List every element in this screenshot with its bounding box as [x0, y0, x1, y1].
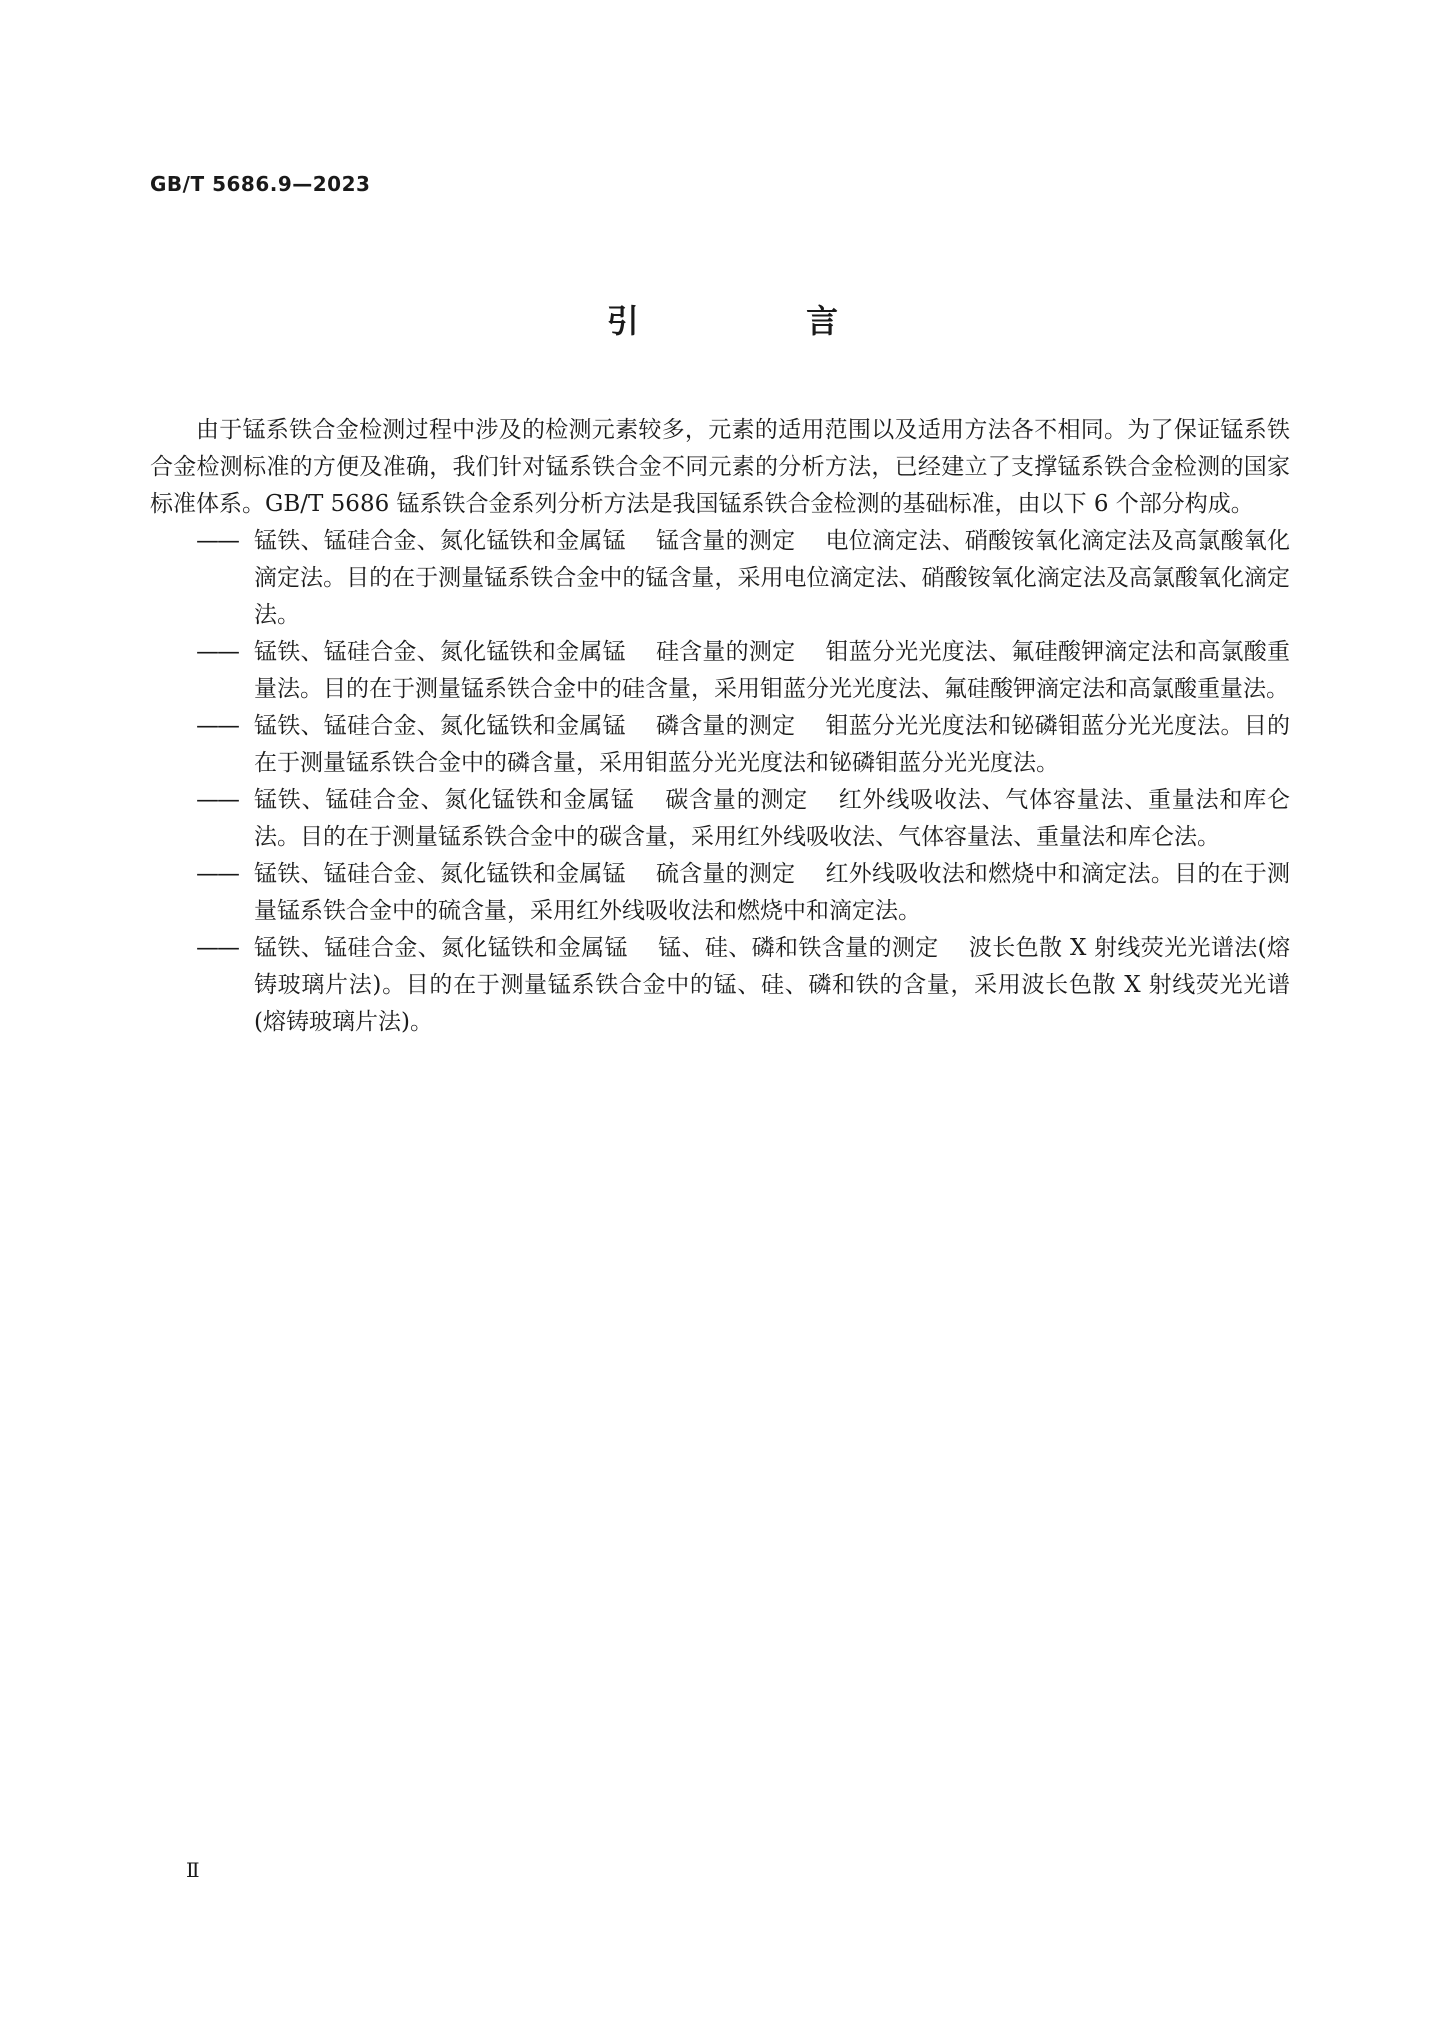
part-item	[150, 782, 1290, 856]
part-item	[150, 634, 1290, 708]
part-purpose: 目的在于测量锰系铁合金中的硫含量，采用红外线吸收法和燃烧中和滴定法。	[254, 861, 1291, 924]
list-dash: ——	[196, 935, 238, 961]
list-dash: ——	[196, 861, 238, 887]
list-dash: ——	[196, 713, 238, 739]
part-methods: 钼蓝分光光度法和铋磷钼蓝分光光度法。	[825, 713, 1244, 739]
parts-list	[150, 523, 1290, 1041]
part-purpose: 目的在于测量锰系铁合金中的锰、硅、磷和铁的含量，采用波长色散 X 射线荧光光谱(熔铸玻璃片法)。	[254, 972, 1290, 1035]
intro-paragraph: 由于锰系铁合金检测过程中涉及的检测元素较多，元素的适用范围以及适用方法各不相同。为了保证锰系铁合金检测标准的方便及准确，我们针对锰系铁合金不同元素的分析方法，已经建立了支撑锰系铁合金检测的国家标准体系。GB/T 5686 锰系铁合金系列分析方法是我国锰系铁合金检测的基础标准，由以下 6 个部分构成。	[150, 417, 1290, 517]
part-methods: 电位滴定法、硝酸铵氧化滴定法及高氯酸氧化滴定法。	[254, 528, 1291, 591]
list-dash: ——	[196, 528, 238, 554]
part-purpose: 目的在于测量锰系铁合金中的硅含量，采用钼蓝分光光度法、氟硅酸钾滴定法和高氯酸重量法。	[323, 676, 1289, 702]
part-methods: 红外线吸收法和燃烧中和滴定法。	[825, 861, 1175, 887]
part-methods: 钼蓝分光光度法、氟硅酸钾滴定法和高氯酸重量法。	[254, 639, 1291, 702]
part-subject: 硅含量的测定	[655, 639, 796, 665]
part-subject: 硫含量的测定	[655, 861, 796, 887]
part-methods: 红外线吸收法、气体容量法、重量法和库仑法。	[254, 787, 1291, 850]
page-number: Ⅱ	[186, 1858, 200, 1882]
standard-code: GB/T 5686.9—2023	[150, 172, 371, 196]
part-scope: 锰铁、锰硅合金、氮化锰铁和金属锰	[254, 935, 628, 961]
part-item	[150, 856, 1290, 930]
main-content	[150, 412, 1290, 1041]
part-scope: 锰铁、锰硅合金、氮化锰铁和金属锰	[254, 861, 626, 887]
part-purpose: 目的在于测量锰系铁合金中的锰含量，采用电位滴定法、硝酸铵氧化滴定法及高氯酸氧化滴定法。	[254, 565, 1291, 628]
part-item	[150, 930, 1290, 1041]
part-scope: 锰铁、锰硅合金、氮化锰铁和金属锰	[254, 713, 626, 739]
part-item	[150, 708, 1290, 782]
part-item	[150, 523, 1290, 634]
part-subject: 锰含量的测定	[655, 528, 796, 554]
list-dash: ——	[196, 787, 238, 813]
part-purpose: 目的在于测量锰系铁合金中的碳含量，采用红外线吸收法、气体容量法、重量法和库仑法。	[300, 824, 1220, 850]
page-title: 引 言	[606, 302, 917, 340]
part-subject: 磷含量的测定	[655, 713, 796, 739]
part-scope: 锰铁、锰硅合金、氮化锰铁和金属锰	[254, 528, 626, 554]
part-methods: 波长色散 X 射线荧光光谱法(熔铸玻璃片法)。	[254, 935, 1290, 998]
part-scope: 锰铁、锰硅合金、氮化锰铁和金属锰	[254, 639, 626, 665]
part-subject: 锰、硅、磷和铁含量的测定	[657, 935, 939, 961]
part-purpose: 目的在于测量锰系铁合金中的磷含量，采用钼蓝分光光度法和铋磷钼蓝分光光度法。	[254, 713, 1291, 776]
part-subject: 碳含量的测定	[664, 787, 809, 813]
list-dash: ——	[196, 639, 238, 665]
part-scope: 锰铁、锰硅合金、氮化锰铁和金属锰	[254, 787, 635, 813]
